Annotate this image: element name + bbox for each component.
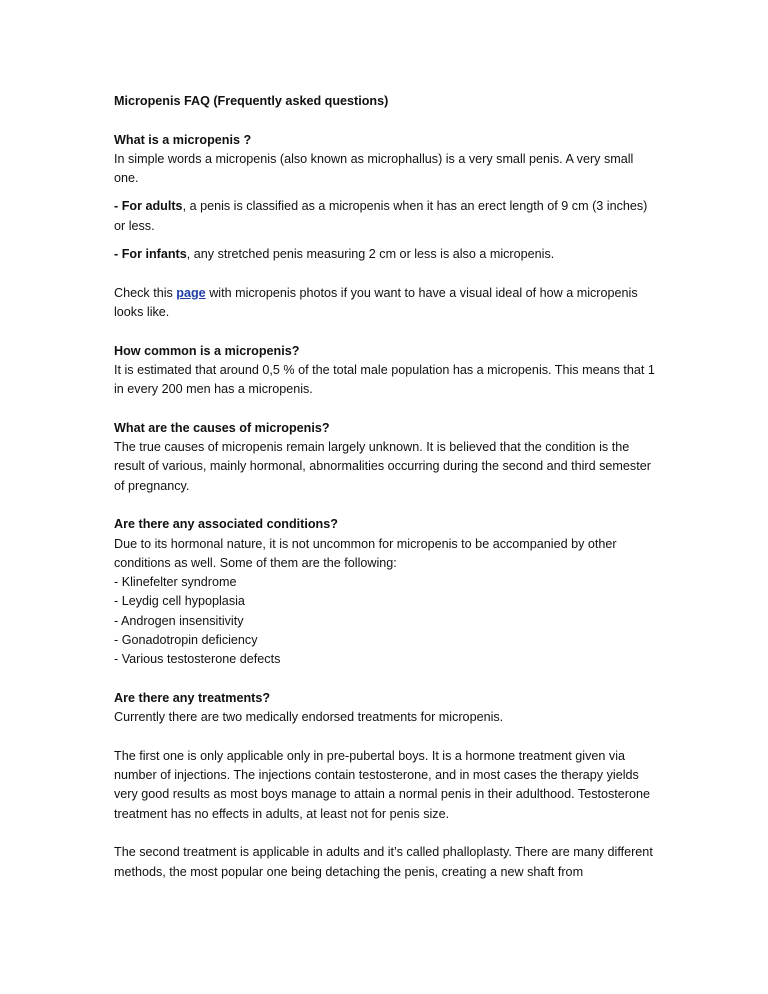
- list-item: - Androgen insensitivity: [114, 613, 244, 628]
- document-title: Micropenis FAQ (Frequently asked questions): [114, 94, 389, 108]
- question-what-is: What is a micropenis ?: [114, 132, 252, 147]
- infants-definition: [114, 245, 659, 264]
- conditions-list: [114, 573, 659, 669]
- list-item: - Various testosterone defects: [114, 652, 281, 667]
- document-page: [114, 92, 659, 882]
- answer-how-common: It is estimated that around 0,5 % of the total male population has a micropenis. This means that 1 in every 200 men has a micropenis.: [114, 362, 655, 397]
- question-treatments: Are there any treatments?: [114, 690, 271, 705]
- treatment-second-paragraph: The second treatment is applicable in adults and it’s called phalloplasty. There are many different methods, the most popular one being detaching the penis, creating a new shaft from: [114, 845, 653, 879]
- question-associated-conditions: Are there any associated conditions?: [114, 517, 338, 532]
- adults-text: , a penis is classified as a micropenis when it has an erect length of 9 cm (3 inches) or less.: [114, 199, 648, 233]
- infants-label: - For infants: [114, 247, 187, 262]
- question-how-common: How common is a micropenis?: [114, 343, 300, 358]
- adults-definition: [114, 197, 659, 236]
- infants-text: , any stretched penis measuring 2 cm or less is also a micropenis.: [186, 247, 555, 262]
- answer-what-is: In simple words a micropenis (also known as microphallus) is a very small penis. A very small one.: [114, 151, 634, 186]
- answer-associated-conditions: Due to its hormonal nature, it is not uncommon for micropenis to be accompanied by other conditions as well. Some of them are the following:: [114, 536, 617, 570]
- answer-treatments: Currently there are two medically endorsed treatments for micropenis.: [114, 710, 504, 725]
- photos-page-link[interactable]: page: [176, 285, 206, 300]
- answer-causes: The true causes of micropenis remain largely unknown. It is believed that the condition is the result of various, mainly hormonal, abnormalities occurring during the second and third semester of pregnancy.: [114, 440, 651, 493]
- list-item: - Leydig cell hypoplasia: [114, 594, 245, 609]
- question-causes: What are the causes of micropenis?: [114, 420, 330, 435]
- list-item: - Gonadotropin deficiency: [114, 633, 258, 648]
- adults-label: - For adults: [114, 199, 183, 214]
- treatment-first-paragraph: The first one is only applicable only in pre-pubertal boys. It is a hormone treatment given via number of injections. The injections contain testosterone, and in most cases the therapy yields very good results as most boys manage to attain a normal penis in their adulthood. Testosterone treatment has no effects in adults, at least not for penis size.: [114, 748, 651, 821]
- check-after-text: with micropenis photos if you want to have a visual ideal of how a micropenis looks like.: [114, 285, 638, 319]
- list-item: - Klinefelter syndrome: [114, 575, 237, 590]
- check-before-text: Check this: [114, 285, 177, 300]
- check-page-paragraph: [114, 284, 659, 323]
